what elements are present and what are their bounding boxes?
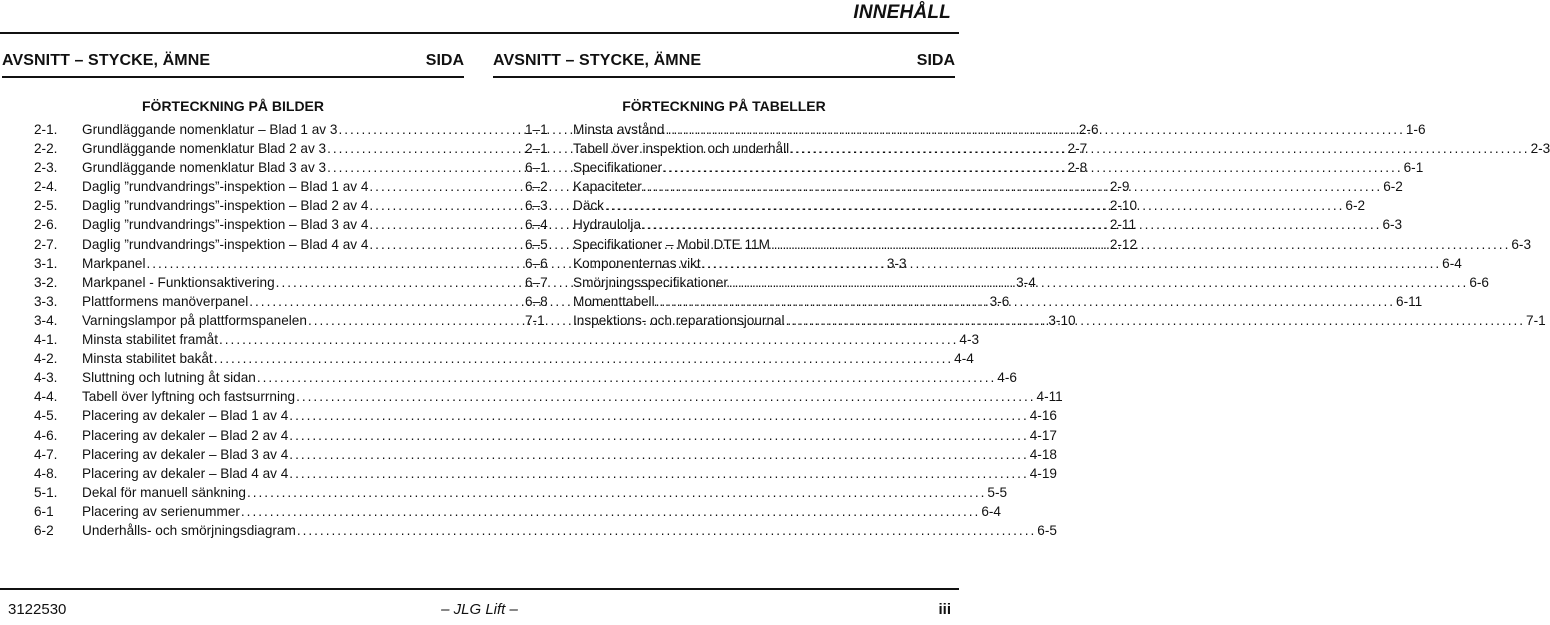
entry-page: 6-11 bbox=[1396, 293, 1423, 309]
toc-entry[interactable] bbox=[2, 426, 1057, 445]
dot-leader bbox=[702, 254, 1441, 273]
entry-title: Daglig ”rundvandrings”-inspektion – Blad 2 av 4 bbox=[82, 198, 369, 214]
dot-leader bbox=[289, 464, 1028, 483]
entry-title: Dekal för manuell sänkning bbox=[82, 484, 246, 500]
entry-title: Hydraulolja bbox=[573, 217, 642, 233]
entry-page: 6-2 bbox=[1383, 179, 1403, 195]
entry-number: 6-1 bbox=[34, 503, 54, 519]
entry-number: 2-4. bbox=[34, 179, 58, 195]
footer-brand: – JLG Lift – bbox=[441, 601, 518, 618]
toc-entry[interactable] bbox=[493, 254, 1462, 273]
entry-title: Underhålls- och smörjningsdiagram bbox=[82, 522, 296, 538]
bottom-rule bbox=[0, 588, 959, 590]
dot-leader bbox=[219, 330, 958, 349]
entry-number: 6–3 bbox=[525, 198, 548, 214]
entry-title: Daglig ”rundvandrings”-inspektion – Blad 4 av 4 bbox=[82, 236, 369, 252]
entry-page: 6-2 bbox=[1345, 198, 1366, 214]
entry-title: Minsta stabilitet framåt bbox=[82, 332, 218, 348]
entry-title: Placering av dekaler – Blad 1 av 4 bbox=[82, 408, 289, 424]
entry-title: Grundläggande nomenklatur Blad 3 av 3 bbox=[82, 160, 327, 176]
entry-number: 7-1 bbox=[525, 312, 545, 328]
entry-title: Komponenternas vikt bbox=[573, 255, 701, 271]
entry-number: 6-2 bbox=[34, 522, 54, 538]
entry-title: Placering av dekaler – Blad 4 av 4 bbox=[82, 465, 289, 481]
entry-number: 2–1 bbox=[525, 141, 548, 157]
entry-number: 6–1 bbox=[525, 160, 548, 176]
entry-page: 4-4 bbox=[954, 351, 974, 367]
entry-page: 6-3 bbox=[1382, 217, 1403, 233]
entry-title: Placering av dekaler – Blad 3 av 4 bbox=[82, 446, 289, 462]
entry-page: 3-6 bbox=[989, 293, 1010, 309]
left-header-rule bbox=[2, 76, 464, 78]
entry-page: 3-4 bbox=[1016, 274, 1036, 290]
entry-title: Varningslampor på plattformspanelen bbox=[82, 312, 307, 328]
dot-leader bbox=[296, 387, 1035, 406]
entry-page: 3-3 bbox=[886, 255, 907, 271]
entry-number: 4-5. bbox=[34, 408, 58, 424]
entry-number: 4-4. bbox=[34, 389, 58, 405]
entry-title: Specifikationer bbox=[573, 160, 663, 176]
entry-title: Tabell över inspektion och underhåll bbox=[573, 141, 790, 157]
entry-title: Markpanel - Funktionsaktivering bbox=[82, 274, 275, 290]
entry-page: 4-16 bbox=[1029, 408, 1057, 424]
left-col-label: AVSNITT – STYCKE, ÄMNE bbox=[2, 52, 211, 69]
toc-entry[interactable] bbox=[2, 464, 1057, 483]
entry-page: 6-4 bbox=[1442, 255, 1462, 271]
entry-number: 2-7. bbox=[34, 236, 58, 252]
entry-page: 4-17 bbox=[1029, 427, 1057, 443]
entry-page: 2-3 bbox=[1530, 141, 1550, 157]
dot-leader bbox=[214, 349, 953, 368]
toc-entry[interactable] bbox=[2, 445, 1057, 464]
entry-number: 6–6 bbox=[525, 255, 548, 271]
entry-title: Minsta avstånd bbox=[573, 122, 665, 137]
dot-leader bbox=[656, 292, 1395, 311]
entry-number: 6–4 bbox=[525, 217, 548, 233]
entry-page: 3-10 bbox=[1048, 312, 1076, 328]
entry-title: Inspektions- och reparationsjournal bbox=[573, 312, 785, 328]
toc-entry[interactable] bbox=[2, 521, 1057, 540]
entry-title: Daglig ”rundvandrings”-inspektion – Blad 1 av 4 bbox=[82, 179, 369, 195]
left-column-header bbox=[2, 48, 464, 74]
entry-number: 2-2. bbox=[34, 141, 58, 157]
entry-page: 6-1 bbox=[1403, 160, 1424, 176]
entry-number: 1–1 bbox=[525, 122, 548, 137]
dot-leader bbox=[642, 215, 1381, 234]
entry-title: Smörjningsspecifikationer bbox=[573, 274, 728, 290]
right-page-label: SIDA bbox=[916, 52, 955, 69]
entry-number: 3-1. bbox=[34, 255, 58, 271]
top-rule bbox=[0, 32, 959, 34]
entry-title: Specifikationer – Mobil DTE 11M bbox=[573, 236, 770, 252]
entry-number: 4-6. bbox=[34, 427, 58, 443]
right-col-label: AVSNITT – STYCKE, ÄMNE bbox=[493, 52, 702, 69]
entry-page: 6-3 bbox=[1511, 236, 1532, 252]
entry-page: 2-7 bbox=[1067, 141, 1088, 157]
toc-entry[interactable] bbox=[2, 368, 1017, 387]
dot-leader bbox=[241, 502, 980, 521]
dot-leader bbox=[786, 311, 1525, 330]
entry-page: 4-11 bbox=[1036, 389, 1063, 405]
toc-entry[interactable] bbox=[2, 406, 1057, 425]
left-page-label: SIDA bbox=[425, 52, 464, 69]
toc-entry[interactable] bbox=[2, 387, 1063, 406]
entry-page: 2-11 bbox=[1109, 217, 1137, 233]
entry-number: 2-3. bbox=[34, 160, 58, 176]
entry-number: 6–5 bbox=[525, 236, 548, 252]
entry-title: Placering av serienummer bbox=[82, 503, 240, 519]
entry-number: 4-7. bbox=[34, 446, 58, 462]
dot-leader bbox=[790, 139, 1529, 158]
entry-title: Markpanel bbox=[82, 255, 146, 271]
entry-number: 4-2. bbox=[34, 351, 58, 367]
entry-title: Minsta stabilitet bakåt bbox=[82, 351, 213, 367]
entry-page: 4-3 bbox=[959, 332, 980, 348]
right-header-rule bbox=[493, 76, 955, 78]
entry-title: Grundläggande nomenklatur – Blad 1 av 3 bbox=[82, 122, 338, 137]
entry-number: 5-1. bbox=[34, 484, 58, 500]
entry-page: 6-4 bbox=[981, 503, 1001, 519]
entry-page: 5-5 bbox=[987, 484, 1008, 500]
dot-leader bbox=[729, 273, 1468, 292]
entry-number: 3-2. bbox=[34, 274, 58, 290]
entry-number: 6–8 bbox=[525, 293, 548, 309]
entry-number: 4-1. bbox=[34, 332, 58, 348]
entry-title: Tabell över lyftning och fastsurrning bbox=[82, 389, 296, 405]
entry-title: Placering av dekaler – Blad 2 av 4 bbox=[82, 427, 289, 443]
entry-number: 3-4. bbox=[34, 312, 58, 328]
dot-leader bbox=[257, 368, 996, 387]
entry-number: 2-1. bbox=[34, 122, 58, 137]
entry-page: 7-1 bbox=[1526, 312, 1546, 328]
entry-page: 6-6 bbox=[1469, 274, 1489, 290]
dot-leader bbox=[289, 445, 1028, 464]
entry-page: 2-9 bbox=[1109, 179, 1130, 195]
entry-page: 6-5 bbox=[1037, 522, 1057, 538]
entry-page: 2-12 bbox=[1109, 236, 1138, 252]
entry-number: 6–2 bbox=[525, 179, 548, 195]
toc-entry[interactable] bbox=[2, 483, 1008, 502]
figures-list-title: FÖRTECKNING PÅ BILDER bbox=[142, 98, 324, 114]
entry-number: 2-6. bbox=[34, 217, 58, 233]
dot-leader bbox=[289, 406, 1028, 425]
entry-title: Sluttning och lutning åt sidan bbox=[82, 370, 256, 386]
entry-number: 4-8. bbox=[34, 465, 58, 481]
entry-page: 2-8 bbox=[1067, 160, 1088, 176]
entry-page: 4-6 bbox=[997, 370, 1017, 386]
entry-page: 4-19 bbox=[1029, 465, 1057, 481]
tables-list-title: FÖRTECKNING PÅ TABELLER bbox=[622, 98, 826, 114]
entry-page: 4-18 bbox=[1029, 446, 1057, 462]
dot-leader bbox=[605, 196, 1344, 215]
dot-leader bbox=[297, 521, 1036, 540]
dot-leader bbox=[665, 120, 1404, 139]
right-column-header bbox=[493, 48, 955, 74]
entry-title: Momenttabell bbox=[573, 293, 655, 309]
header-title: INNEHÅLL bbox=[853, 2, 951, 23]
entry-title: Plattformens manöverpanel bbox=[82, 293, 249, 309]
entry-title: Grundläggande nomenklatur Blad 2 av 3 bbox=[82, 141, 327, 157]
entry-title: Däck bbox=[573, 198, 604, 214]
toc-entry[interactable] bbox=[2, 502, 1001, 521]
dot-leader bbox=[289, 426, 1028, 445]
entry-number: 3-3. bbox=[34, 293, 58, 309]
footer-doc-number: 3122530 bbox=[8, 601, 67, 618]
entry-title: Kapaciteter bbox=[573, 179, 642, 195]
entry-page: 2-10 bbox=[1109, 198, 1138, 214]
footer-page-number: iii bbox=[938, 601, 951, 618]
entry-title: Daglig ”rundvandrings”-inspektion – Blad 3 av 4 bbox=[82, 217, 369, 233]
entry-page: 1-6 bbox=[1405, 122, 1426, 137]
dot-leader bbox=[247, 483, 986, 502]
entry-number: 6–7 bbox=[525, 274, 548, 290]
toc-entry[interactable] bbox=[2, 349, 974, 368]
dot-leader bbox=[643, 177, 1382, 196]
entry-number: 4-3. bbox=[34, 370, 58, 386]
dot-leader bbox=[771, 235, 1510, 254]
dot-leader bbox=[663, 158, 1402, 177]
entry-page: 2-6 bbox=[1078, 122, 1099, 137]
entry-number: 2-5. bbox=[34, 198, 58, 214]
toc-entry[interactable] bbox=[2, 330, 980, 349]
